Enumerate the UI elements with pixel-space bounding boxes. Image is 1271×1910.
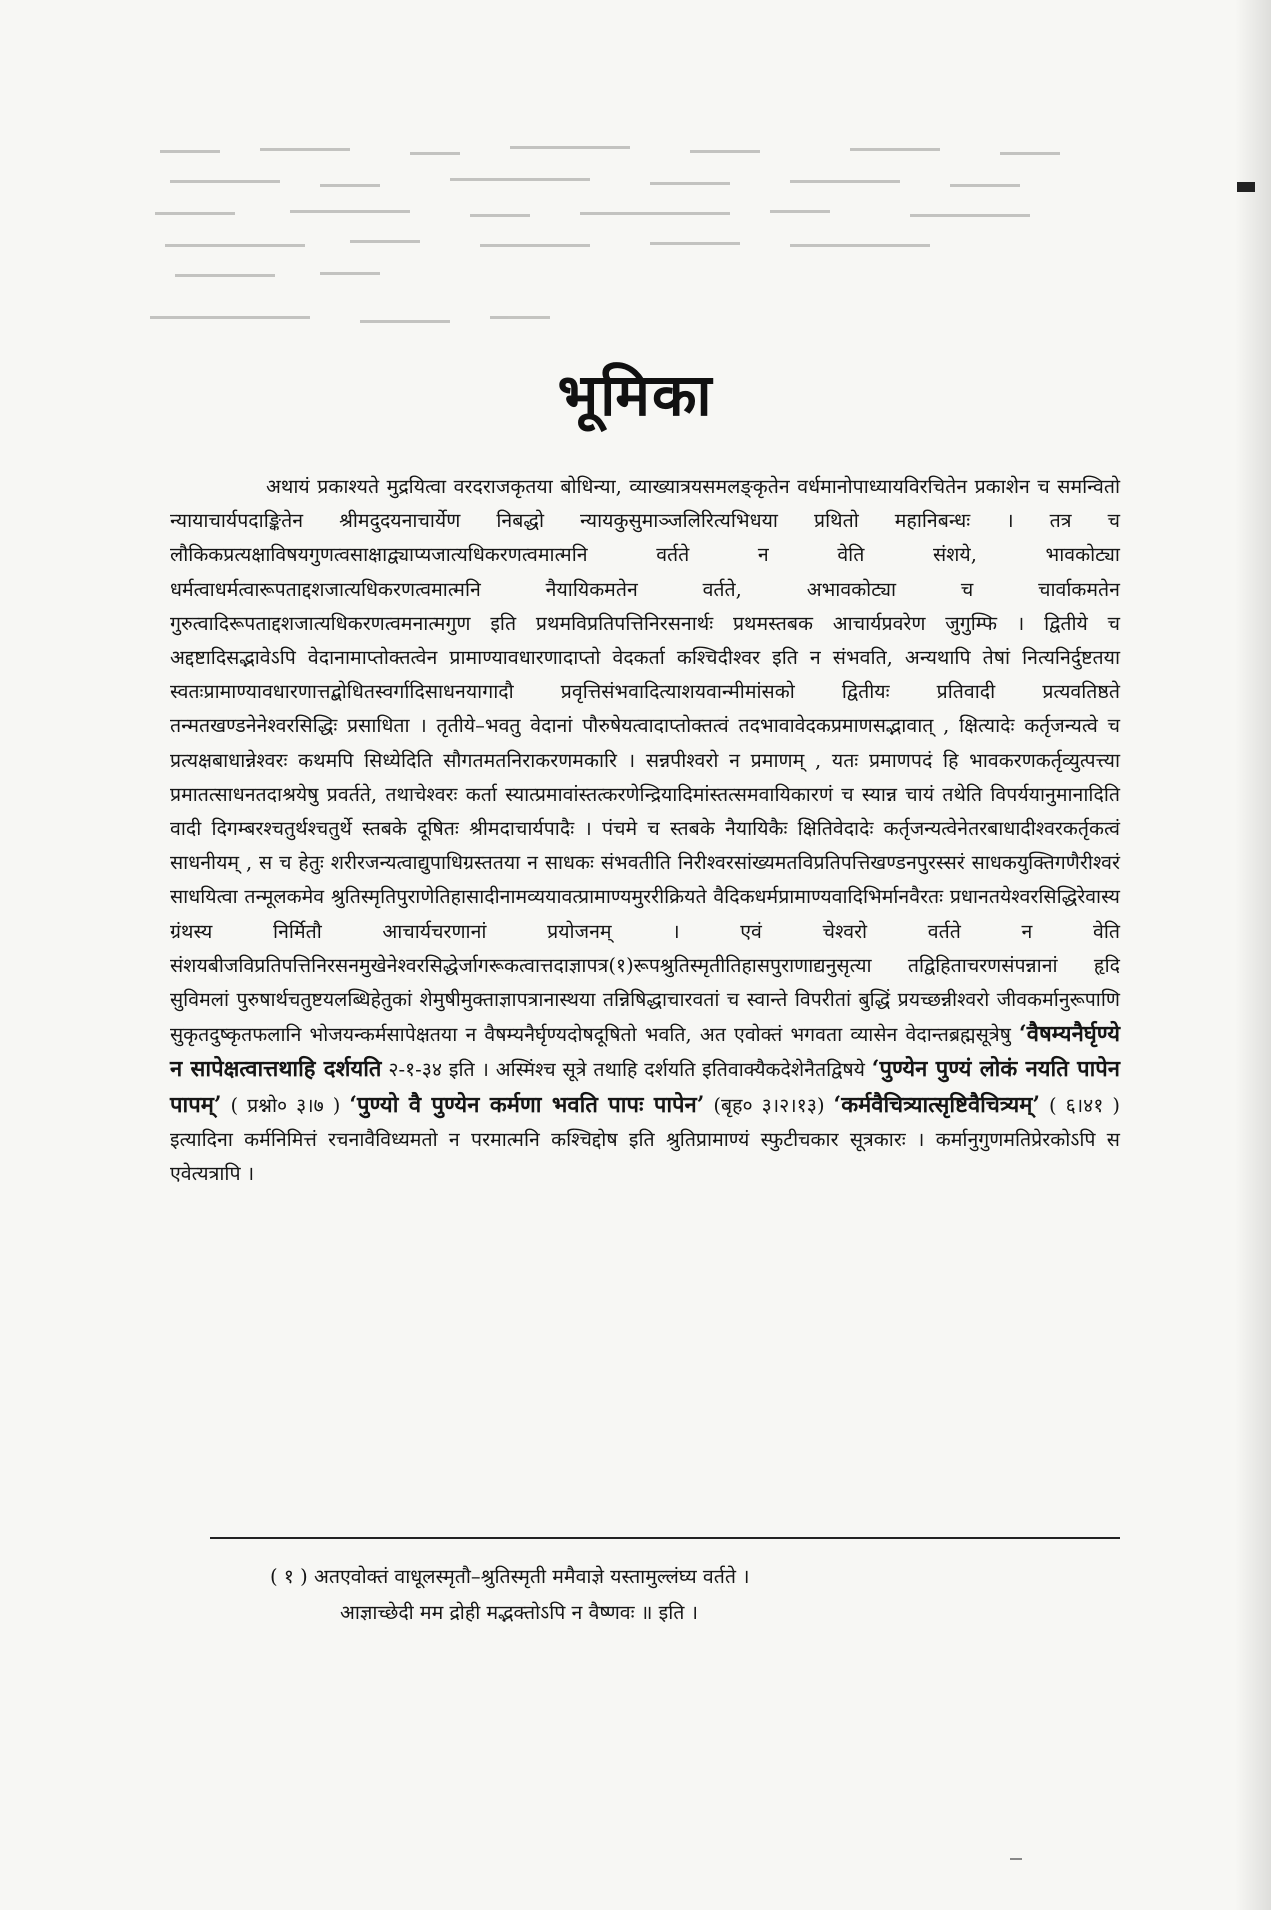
edge-mark xyxy=(1237,182,1255,192)
bottom-mark xyxy=(1010,1858,1022,1860)
quote-text: ‘वैषम्यनैर्घृण्ये न सापेक्षत्वात्तथाहि दर्शयति xyxy=(170,1021,1120,1083)
quote-text: ‘पुण्येन पुण्यं लोकं नयति पापेन पापम्’ xyxy=(170,1056,1121,1118)
para-text: ( ६।४१ ) इत्यादिना कर्मनिमित्तं रचनावैविध्यमतो न परमात्मनि कश्चिद्दोष इति श्रुतिप्रामाण्यं स्फुटीचकार सूत्रकारः । कर्मानुगुणमतिप्रेरकोऽपि स एवेत्यत्रापि । xyxy=(170,1093,1121,1186)
footnote-line-2: आज्ञाच्छेदी मम द्रोही मद्भक्तोऽपि न वैष्णवः ॥ इति । xyxy=(340,1601,698,1624)
footnote-line-1: ( १ ) अतएवोक्तं वाधूलस्मृतौ–श्रुतिस्मृती ममैवाज्ञे यस्तामुल्लंघ्य वर्तते । xyxy=(270,1565,750,1588)
page-title: भूमिका xyxy=(557,361,714,429)
main-paragraph xyxy=(170,470,1120,1191)
para-text: अथायं प्रकाश्यते मुद्रयित्वा वरदराजकृतया बोधिन्या, व्याख्यात्रयसमलङ्कृतेन वर्धमानोपाध्यायविरचितेन प्रकाशेन च समन्वितो न्यायाचार्यपदाङ्कितेन श्रीमदुदयनाचार्येण निबद्धो न्यायकुसुमाञ्जलिरित्यभिधया प्रथितो महानिबन्धः । तत्र च लौकिकप्रत्यक्षाविषयगुणत्वसाक्षाद्व्याप्यजात्यधिकरणत्वमात्मनि वर्तते न वेति संशये, भावकोट्या धर्मत्वाधर्मत्वारूपताद्दशजात्यधिकरणत्वमात्मनि नैयायिकमतेन वर्तते, अभावकोट्या च चार्वाकमतेन गुरुत्वादिरूपताद्दशजात्यधिकरणत्वमनात्मगुण इति प्रथमविप्रतिपत्तिनिरसनार्थः प्रथमस्तबक आचार्यप्रवरेण जुगुम्फि । द्वितीये च अद्दष्टादिसद्भावेऽपि वेदानामाप्तोक्तत्वेन प्रामाण्यावधारणादाप्तो वेदकर्ता कश्चिदीश्वर इति न संभवति, अन्यथापि तेषां नित्यनिर्दुष्टतया स्वतःप्रामाण्यावधारणात्तद्बोधितस्वर्गादिसाधनयागादौ प्रवृत्तिसंभवादित्याशयवान्मीमांसको द्वितीयः प्रतिवादी प्रत्यवतिष्ठते तन्मतखण्डनेनेश्वरसिद्धिः प्रसाधिता । तृतीये–भवतु वेदानां पौरुषेयत्वादाप्तोक्तत्वं तदभावावेदकप्रमाणसद्भावात् , क्षित्यादेः कर्तृजन्यत्वे च प्रत्यक्षबाधान्नेश्वरः कथमपि सिध्येदिति सौगतमतनिराकरणमकारि । सन्नपीश्वरो न प्रमाणम् , यतः प्रमाणपदं हि भावकरणकर्तृव्युत्पत्त्या प्रमातत्साधनतदाश्रयेषु प्रवर्तते, तथाचेश्वरः कर्ता स्यात्प्रमावांस्तत्करणेन्द्रियादिमांस्तत्समवायिकारणं च स्यान्न चायं तथेति विपर्ययानुमानादिति वादी दिगम्बरश्चतुर्थश्चतुर्थे स्तबके दूषितः श्रीमदाचार्यपादैः । पंचमे च स्तबके नैयायिकैः क्षितिवेदादेः कर्तृजन्यत्वेनेतरबाधादीश्वरकर्तृकत्वं साधनीयम् , स च हेतुः शरीरजन्यत्वाद्युपाधिग्रस्ततया न साधकः संभवतीति निरीश्वरसांख्यमतविप्रतिपत्तिखण्डनपुरस्सरं साधकयुक्तिगणैरीश्वरं साधयित्वा तन्मूलकमेव श्रुतिस्मृतिपुराणेतिहासादीनामव्ययावत्प्रामाण्यमुररीक्रियते वैदिकधर्मप्रामाण्यवादिभिर्मानवैरतः प्रधानतयेश्वरसिद्धिरेवास्य ग्रंथस्य निर्मितौ आचार्यचरणानां प्रयोजनम् । एवं चेश्वरो वर्तते न वेति संशयबीजविप्रतिपत्तिनिरसनमुखेनेश्वरसिद्धेर्जागरूकत्वात्तदाज्ञापत्र(१)रूपश्रुतिस्मृतीतिहासपुराणाद्यनुसृत्या तद्विहिताचरणसंपन्नानां हृदि सुविमलां पुरुषार्थचतुष्टयलब्धिहेतुकां शेमुषीमुक्ताज्ञापत्रानास्थया तन्निषिद्धाचारवतां च स्वान्ते विपरीतां बुद्धिं प्रयच्छन्नीश्वरो जीवकर्मानुरूपाणि सुकृतदुष्कृतफलानि भोजयन्कर्मसापेक्षतया न वैषम्यनैर्घृण्यदोषदूषितो भवति, अत एवोक्तं भगवता व्यासेन वेदान्तब्रह्मसूत्रेषु xyxy=(170,475,1120,1047)
quote-text: ‘कर्मवैचित्र्यात्सृष्टिवैचित्र्यम्’ xyxy=(833,1091,1041,1118)
quote-text: ‘पुण्यो वै पुण्येन कर्मणा भवति पापः पापेन’ xyxy=(349,1091,705,1118)
para-text: २-१-३४ इति । अस्मिंश्च सूत्रे तथाहि दर्शयति इतिवाक्यैकदेशेनैतद्विषये xyxy=(381,1058,872,1082)
body-text xyxy=(170,470,1120,1191)
para-text: (बृह० ३।२।१३) xyxy=(704,1093,834,1117)
para-text: ( प्रश्नो० ३।७ ) xyxy=(221,1093,350,1117)
footnote-divider xyxy=(210,1537,1120,1539)
